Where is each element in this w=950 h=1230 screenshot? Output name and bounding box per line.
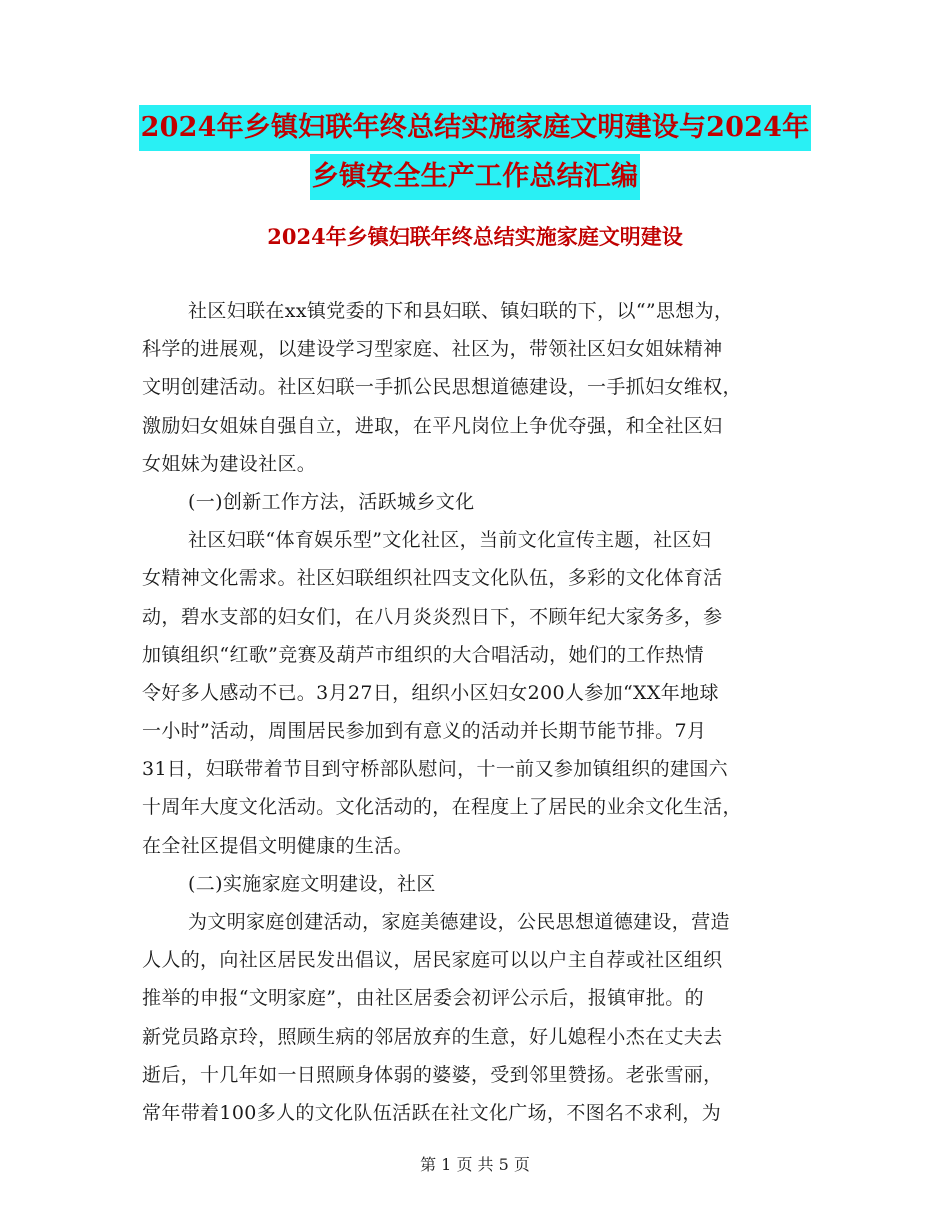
paragraph-line: 激励妇女姐妹自强自立，进取，在平凡岗位上争优夺强，和全社区妇	[142, 414, 723, 437]
paragraph-line: 加镇组织“红歌”竞赛及葫芦市组织的大合唱活动，她们的工作热情	[142, 643, 704, 666]
document-body	[142, 292, 822, 1132]
paragraph-line: 女精神文化需求。社区妇联组织社四支文化队伍，多彩的文化体育活	[142, 567, 723, 590]
paragraph-line: 令好多人感动不已。3月27日，组织小区妇女200人参加“XX年地球	[142, 681, 719, 704]
paragraph-line: 一小时”活动，周围居民参加到有意义的活动并长期节能节排。7月	[142, 720, 707, 743]
section-heading: (二)实施家庭文明建设，社区	[188, 872, 436, 895]
paragraph-line: 十周年大度文化活动。文化活动的，在程度上了居民的业余文化生活，	[142, 796, 742, 819]
page-footer: 第 1 页 共 5 页	[420, 1155, 530, 1174]
document-title	[0, 105, 950, 203]
document-title-line-2: 乡镇安全生产工作总结汇编	[310, 154, 640, 200]
document-title-line-1: 2024年乡镇妇联年终总结实施家庭文明建设与2024年	[139, 105, 812, 151]
paragraph-line: 逝后，十几年如一日照顾身体弱的婆婆，受到邻里赞扬。老张雪丽，	[142, 1063, 723, 1086]
paragraph-line: 动，碧水支部的妇女们，在八月炎炎烈日下，不顾年纪大家务多，参	[142, 605, 723, 628]
paragraph-line: 为文明家庭创建活动，家庭美德建设，公民思想道德建设，营造	[188, 911, 730, 933]
paragraph-line: 社区妇联在xx镇党委的下和县妇联、镇妇联的下，以“”思想为，	[188, 300, 734, 322]
paragraph-line: 社区妇联“体育娱乐型”文化社区，当前文化宣传主题，社区妇	[188, 529, 712, 552]
paragraph-line: 文明创建活动。社区妇联一手抓公民思想道德建设，一手抓妇女维权，	[142, 376, 742, 399]
paragraph-line: 推举的申报“文明家庭”，由社区居委会初评公示后，报镇审批。的	[142, 987, 704, 1010]
paragraph-line: 新党员路京玲，照顾生病的邻居放弃的生意，好儿媳程小杰在丈夫去	[142, 1025, 723, 1048]
paragraph-line: 在全社区提倡文明健康的生活。	[142, 834, 413, 857]
section-heading: (一)创新工作方法，活跃城乡文化	[188, 490, 475, 513]
paragraph-line: 常年带着100多人的文化队伍活跃在社文化广场，不图名不求利，为	[142, 1101, 722, 1124]
paragraph-line: 31日，妇联带着节目到守桥部队慰问，十一前又参加镇组织的建国六	[142, 758, 729, 781]
paragraph-line: 人人的，向社区居民发出倡议，居民家庭可以以户主自荐或社区组织	[142, 949, 723, 972]
paragraph-line: 女姐妹为建设社区。	[142, 452, 317, 475]
paragraph-line: 科学的进展观，以建设学习型家庭、社区为，带领社区妇女姐妹精神	[142, 338, 723, 361]
section-title: 2024年乡镇妇联年终总结实施家庭文明建设	[267, 224, 683, 249]
